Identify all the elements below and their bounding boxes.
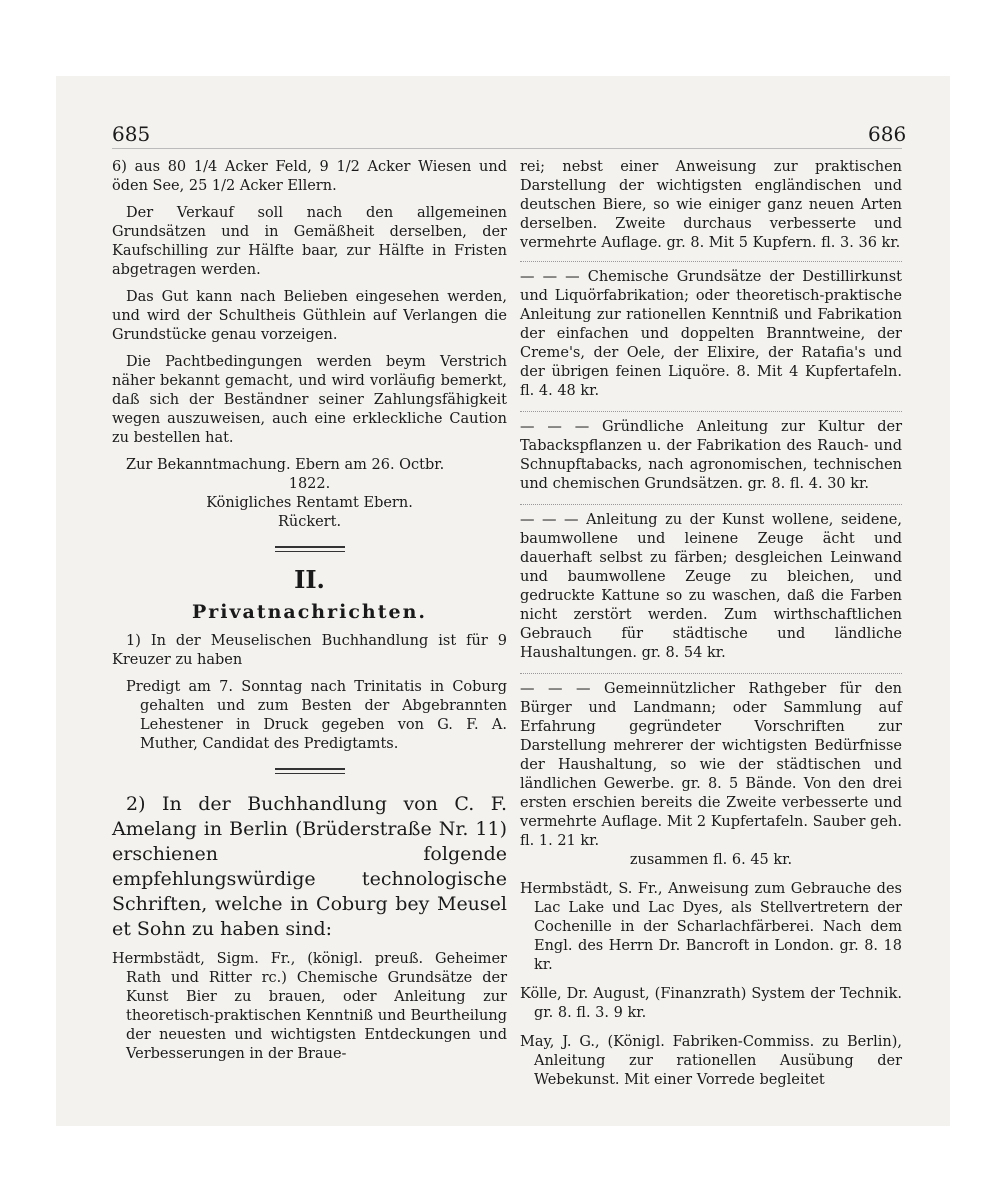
- header-rule: [112, 148, 902, 149]
- book-entry-rathgeber: — — — Gemeinnützlicher Rathgeber für den Bürger und Landmann; oder Sammlung auf Erfahrung gegründeter Vorschriften zur Darstellung mehrerer der wichtigsten Bedürfnisse der Haushaltung, so wie der städtischen und ländlichen Gewerbe. gr. 8. 5 Bände. Von den drei ersten erschien bereits die Zweite verbesserte und vermehrte Auflage. Mit 2 Kupfertafeln. Sauber geh. fl. 1. 21 kr.: [520, 673, 902, 851]
- lease-conditions-paragraph: Die Pachtbedingungen werden beym Verstrich näher bekannt gemacht, und wird vorläufig bemerkt, daß sich der Beständner seiner Zahlungsfähigkeit wegen auszuweisen, auch eine erkleckliche Caution zu bestellen hat.: [112, 354, 507, 446]
- book-entry-continuation: rei; nebst einer Anweisung zur praktischen Darstellung der wichtigsten engländischen und deutschen Biere, so wie einiger ganz neuen Arten derselben. Zweite durchaus verbesserte und vermehrte Auflage. gr. 8. Mit 5 Kupfern. fl. 3. 36 kr.: [520, 159, 902, 251]
- book-entry-rathgeber-total: zusammen fl. 6. 45 kr.: [629, 852, 793, 868]
- item1-heading: 1) In der Meuselischen Buchhandlung ist für 9 Kreuzer zu haben: [112, 633, 507, 668]
- announcement-line: Zur Bekanntmachung. Ebern am 26. Octbr.: [126, 457, 445, 473]
- announcement-year: 1822.: [288, 476, 331, 492]
- section-title: Privatnachrichten.: [191, 601, 428, 623]
- left-page-number: 685: [112, 122, 151, 146]
- book-entry-hermbstaedt-bier: Hermbstädt, Sigm. Fr., (königl. preuß. Geheimer Rath und Ritter rc.) Chemische Grundsätze der Kunst Bier zu brauen, oder Anleitung zur theoretisch-praktischen Kenntniß und Beurtheilung der neuesten und wichtigsten Entdeckungen und Verbesserungen in der Braue-: [112, 951, 507, 1062]
- book-entry-tabak: — — — Gründliche Anleitung zur Kultur der Tabackspflanzen u. der Fabrikation des Rauch- und Schnupftabacks, nach agronomischen, technischen und chemischen Grundsätzen. gr. 8. fl. 4. 30 kr.: [520, 411, 902, 494]
- item1-body: Predigt am 7. Sonntag nach Trinitatis in Coburg gehalten und zum Besten der Abgebrannten Lehestener in Druck gegeben von G. F. A. Muther, Candidat des Predigtamts.: [126, 679, 507, 752]
- section-number: II.: [294, 565, 325, 594]
- book-entry-lac-dyes: Hermbstädt, S. Fr., Anweisung zum Gebrauche des Lac Lake und Lac Dyes, als Stellvertretern der Cochenille in der Scharlachfärberei. Nach dem Engl. des Herrn Dr. Bancroft in London. gr. 8. 18 kr.: [520, 881, 902, 973]
- item-separator: [275, 768, 345, 774]
- sale-terms-paragraph: Der Verkauf soll nach den allgemeinen Grundsätzen und in Gemäßheit derselben, der Kaufschilling zur Hälfte baar, zur Hälfte in Fristen abgetragen werden.: [112, 205, 507, 278]
- land-parcel-paragraph: 6) aus 80 1/4 Acker Feld, 9 1/2 Acker Wiesen und öden See, 25 1/2 Acker Ellern.: [112, 159, 507, 194]
- section-separator: [275, 546, 345, 552]
- inspection-paragraph: Das Gut kann nach Belieben eingesehen werden, und wird der Schultheis Güthlein auf Verlangen die Grundstücke genau vorzeigen.: [112, 289, 507, 343]
- right-page-number: 686: [868, 122, 907, 146]
- right-column: [520, 158, 902, 1100]
- book-entry-may-webekunst: May, J. G., (Königl. Fabriken-Commiss. zu Berlin), Anleitung zur rationellen Ausübung der Webekunst. Mit einer Vorrede begleitet: [520, 1034, 902, 1088]
- book-entry-destillirkunst: — — — Chemische Grundsätze der Destillirkunst und Liquörfabrikation; oder theoretisch-praktische Anleitung zur rationellen Kenntniß und Fabrikation der einfachen und doppelten Branntweine, der Creme's, der Oele, der Elixire, der Ratafia's und der übrigen feinen Liquöre. 8. Mit 4 Kupfertafeln. fl. 4. 48 kr.: [520, 261, 902, 401]
- signature-office: Königliches Rentamt Ebern.: [206, 495, 413, 511]
- item2-heading: 2) In der Buchhandlung von C. F. Amelang in Berlin (Brüderstraße Nr. 11) erschienen folgende empfehlungswürdige technologische Schriften, welche in Coburg bey Meusel et Sohn zu haben sind:: [112, 793, 507, 940]
- signature-name: Rückert.: [277, 514, 342, 530]
- book-entry-koelle-technik: Kölle, Dr. August, (Finanzrath) System der Technik. gr. 8. fl. 3. 9 kr.: [520, 986, 902, 1021]
- left-column: [112, 158, 507, 1072]
- book-entry-faerben: — — — Anleitung zu der Kunst wollene, seidene, baumwollene und leinene Zeuge ächt und dauerhaft selbst zu färben; desgleichen Leinwand und baumwollene Zeuge zu bleichen, und gedruckte Kattune so zu waschen, daß die Farben nicht zerstört werden. Zum wirthschaftlichen Gebrauch für städtische und ländliche Haushaltungen. gr. 8. 54 kr.: [520, 504, 902, 663]
